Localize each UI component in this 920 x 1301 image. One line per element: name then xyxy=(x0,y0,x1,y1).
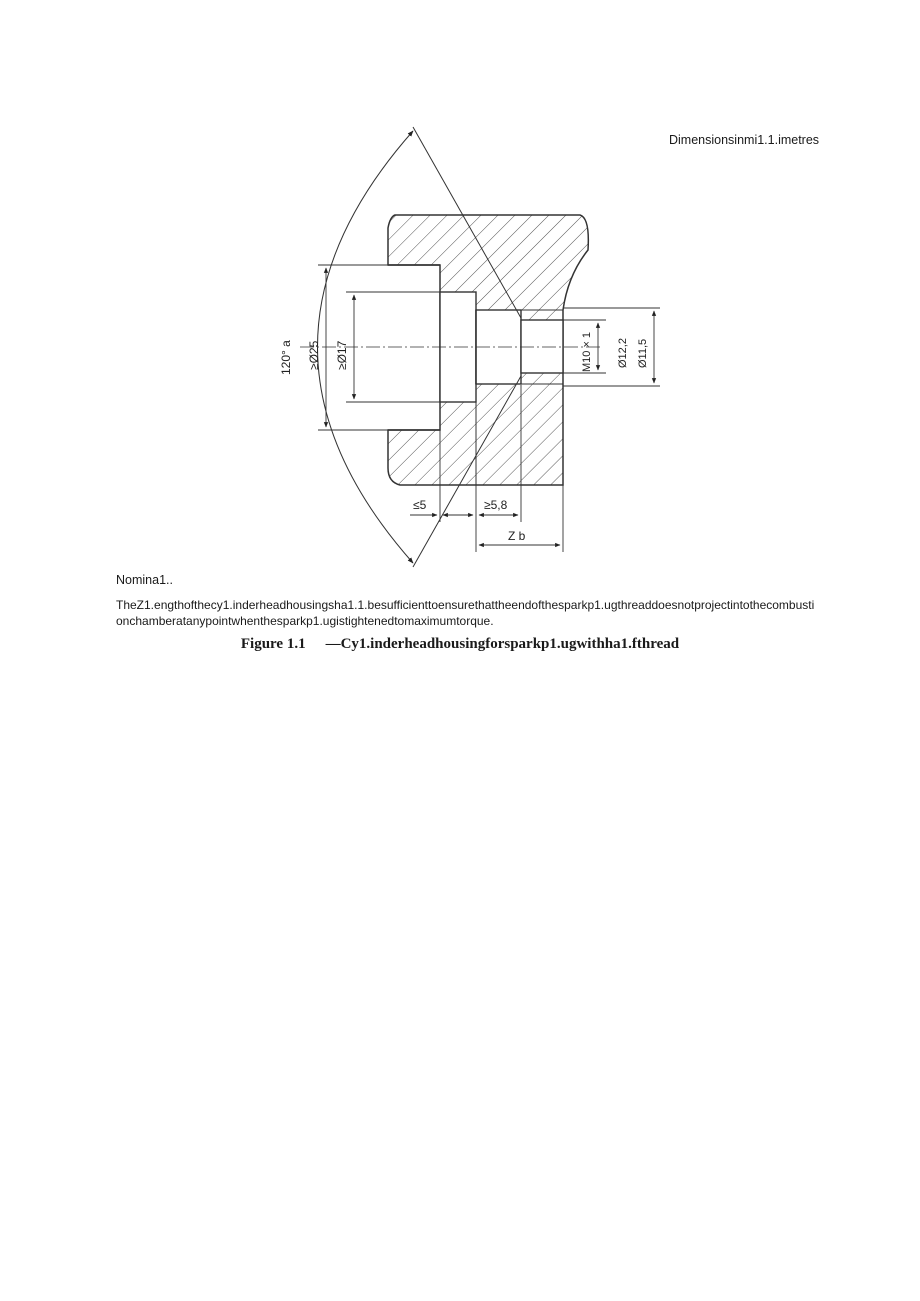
note-label: Nomina1.. xyxy=(116,573,173,587)
dim-d122-label: Ø12,2 xyxy=(617,338,629,368)
figure-number: Figure 1.1 xyxy=(240,636,306,652)
housing-section xyxy=(388,215,588,485)
dim-d115-label: Ø11,5 xyxy=(637,338,649,368)
dim-d17-label: ≥Ø17 xyxy=(335,340,349,370)
dim-thread-label: M10 × 1 xyxy=(581,331,593,372)
dim-5-label: ≤5 xyxy=(413,498,427,512)
figure-caption xyxy=(0,636,920,653)
dim-58-label: ≥5,8 xyxy=(484,498,508,512)
technical-drawing xyxy=(250,120,670,580)
dim-d25-label: ≥Ø25 xyxy=(307,340,321,370)
dim-z-label: Z b xyxy=(508,529,526,543)
note-text: TheZ1.engthofthecy1.inderheadhousingsha1.1.besufficienttoensurethattheendofthesparkp1.ugthreaddoesnotprojectintothecombustionchamberatanypointwhenthesparkp1.ugistightenedtomaximumtorque. xyxy=(116,598,815,628)
figure-title: —Cy1.inderheadhousingforsparkp1.ugwithha1.fthread xyxy=(325,636,680,652)
units-note: Dimensionsinmi1.1.imetres xyxy=(669,133,820,147)
angle-label: 120° a xyxy=(279,340,293,375)
